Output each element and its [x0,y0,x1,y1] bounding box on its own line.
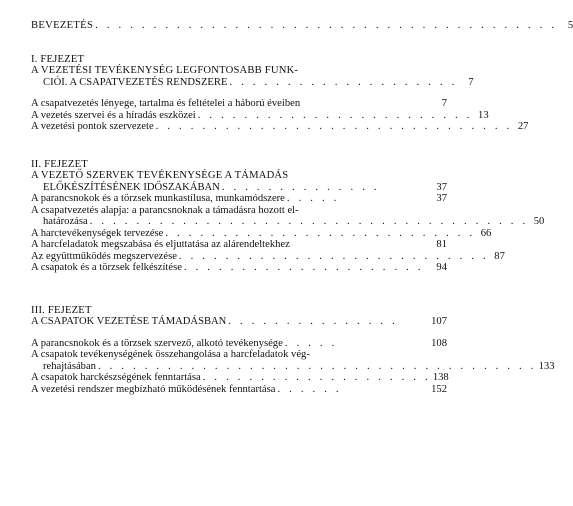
toc-entry [31,338,447,350]
toc-entry [31,121,529,133]
dot-leader: . . . . . . . . . . . . . . . . . . . . [229,76,458,88]
dot-leader: . . . . . . . . . . . . . . . [228,316,398,327]
toc-entry-intro [31,20,573,32]
toc-entry-title: A vezetési rendszer megbízható működésének fenntartása [31,383,276,395]
toc-entry [31,250,505,263]
dot-leader: . . . . . . . . . . . . . . . . . . . . . . . . . . . . . . . . . . . . . . . . [95,20,558,31]
toc-entry [31,98,447,110]
toc-entry [31,239,447,251]
toc-page-number: 152 [431,383,447,395]
toc-entry-title-line2: rehajtásában [43,360,96,372]
dot-leader: . . . . . . . . . . . . . . . . . . . . . . . . [197,109,473,121]
toc-page-number: 7 [441,98,447,109]
chapter-title-text: ELŐKÉSZÍTÉSÉNEK IDŐSZAKÁBAN [43,181,220,193]
toc-page-number: 37 [436,193,447,204]
toc-entry [31,262,447,274]
toc-page-number: 138 [432,372,449,383]
chapter-3-label: III. FEJEZET [31,304,92,316]
toc-page-number: 13 [478,109,489,121]
toc-page-number: 81 [436,239,447,250]
toc-entry-title: A csapatok és a törzsek felkészítése [31,262,182,273]
toc-entry-title-line1: A csapatvezetés alapja: a parancsnoknak a támadásra hozott el- [31,204,299,216]
toc-entry-title-line2: határozása [43,216,88,227]
chapter-2-label: II. FEJEZET [31,158,88,170]
toc-entry [31,109,489,122]
toc-entry-title: A parancsnokok és a törzsek munkastílusa, munkamódszere [31,193,285,204]
toc-page-number: 7 [468,76,474,88]
dot-leader: . . . . . . . . . . . . . . . . . . . . [202,372,431,383]
chapter-title-text: CIÓI. A CSAPATVEZETÉS RENDSZERE [43,76,228,88]
toc-entry-title-line1: A csapatok tevékenységének összehangolása a harcfeladatok vég- [31,349,310,360]
dot-leader: . . . . . . . . . . . . . . . . . . . . . [183,262,424,273]
chapter-1-label: I. FEJEZET [31,53,85,65]
toc-page-number: 37 [436,181,447,193]
toc-entry-title: A harctevékenységek tervezése [31,227,164,239]
chapter-1-title-line2 [31,76,474,89]
toc-entry-title: A csapatvezetés lényege, tartalma és feltételei a háború éveiben [31,98,301,109]
toc-page-number: 94 [436,262,447,273]
toc-entry-title: A csapatok harckészségének fenntartása [31,372,201,383]
toc-entry [31,227,492,240]
dot-leader: . . . . . . . . . . . . . . . . . . . . . . . . . . . . . . . [155,121,513,132]
toc-entry [31,384,447,396]
toc-page-number: 27 [517,121,529,132]
toc-entry [31,193,447,205]
dot-leader: . . . . . . . . . . . . . . . . . . . . . . . . . . . . . . . . . . . . . . [97,360,537,372]
dot-leader: . . . . . [286,193,340,204]
table-of-contents [31,20,573,395]
dot-leader: . . . . . [284,337,338,349]
dot-leader: . . . . . . [277,383,342,395]
dot-leader: . . . . . . . . . . . . . . [221,181,380,193]
toc-page-number: 50 [533,216,545,227]
chapter-2-title-line2 [31,182,447,194]
toc-page-number: 5 [567,20,573,31]
chapter-1-title-line1: A VEZETÉSI TEVÉKENYSÉG LEGFONTOSABB FUNK- [31,65,299,76]
toc-page-number: 87 [494,250,505,262]
toc-entry [31,372,447,384]
toc-entry-title: A vezetési pontok szervezete [31,121,154,132]
toc-entry-title: BEVEZETÉS [31,20,94,31]
toc-page-number: 107 [431,316,447,327]
chapter-title-text: A CSAPATOK VEZETÉSE TÁMADÁSBAN [31,316,227,327]
toc-page-number: 108 [431,337,447,349]
toc-entry-multiline [31,349,555,372]
chapter-2-title-line1: A VEZETŐ SZERVEK TEVÉKENYSÉGE A TÁMADÁS [31,170,289,181]
dot-leader: . . . . . . . . . . . . . . . . . . . . . . . . . . . [178,250,489,262]
chapter-3-title [31,316,447,328]
dot-leader: . . . . . . . . . . . . . . . . . . . . . . . . . . . [165,227,476,239]
toc-entry-title: A vezetés szervei és a híradás eszközei [31,109,196,121]
toc-entry-multiline [31,204,545,228]
toc-entry-title: A harcfeladatok megszabása és eljuttatása az alárendeltekhez [31,239,290,250]
toc-page-number: 66 [480,227,492,239]
dot-leader: . . . . . . . . . . . . . . . . . . . . . . . . . . . . . . . . . . . . . . [89,216,529,227]
toc-entry-title: Az együttműködés megszervezése [31,250,177,262]
toc-page-number: 133 [538,360,555,372]
toc-entry-title: A parancsnokok és a törzsek szervező, alkotó tevékenysége [31,337,283,349]
